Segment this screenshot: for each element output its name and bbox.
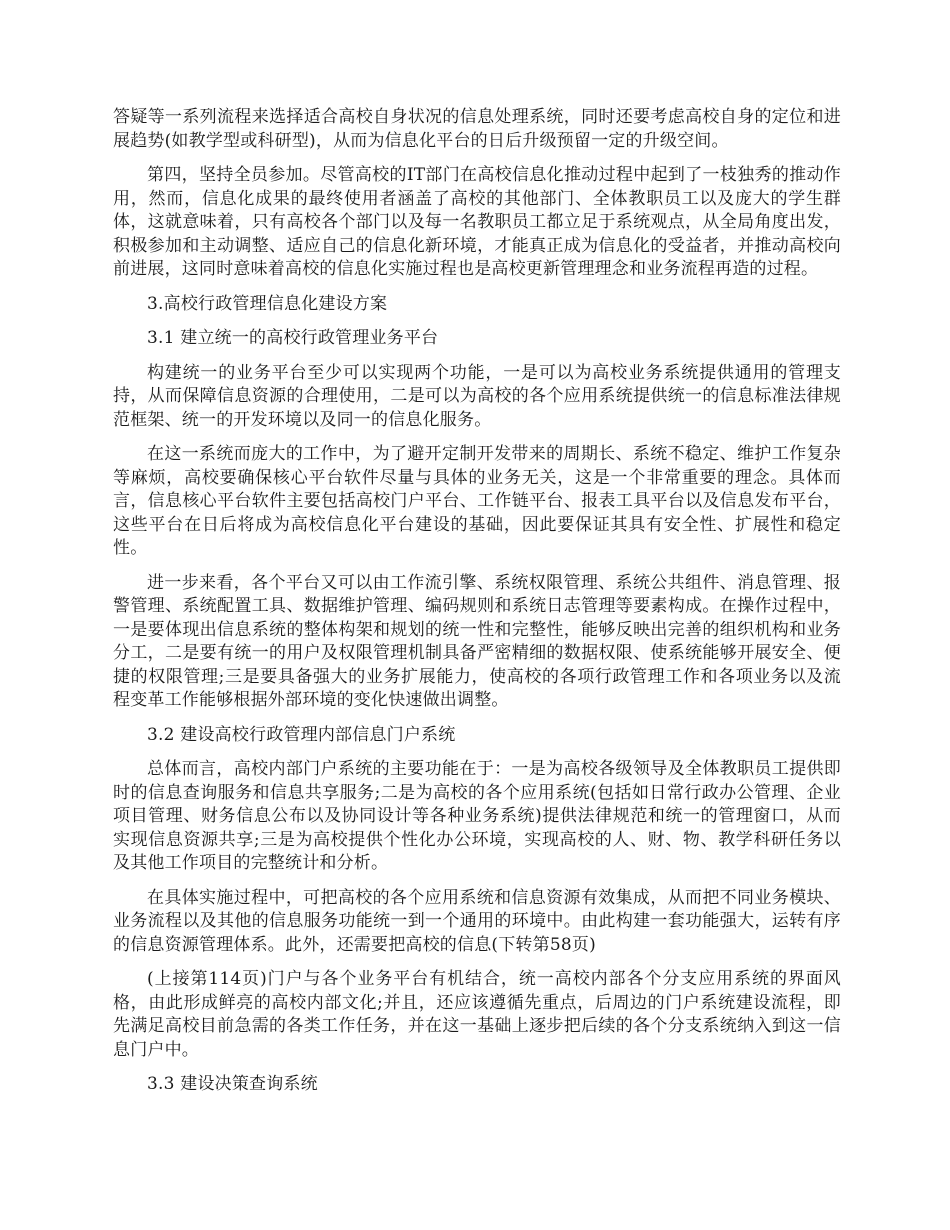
paragraph-platform-elements: 进一步来看，各个平台又可以由工作流引擎、系统权限管理、系统公共组件、消息管理、报警管理、系统配置工具、数据维护管理、编码规则和系统日志管理等要素构成。在操作过程中，一是要体现出信息系统的整体构架和规划的统一性和完整性，能够反映出完善的组织机构和业务分工，二是要有统一的用户及权限管理机制具备严密精细的数据权限、使系统能够开展安全、便捷的权限管理;三是要具备强大的业务扩展能力，使高校的各项行政管理工作和各项业务以及流程变革工作能够根据外部环境的变化快速做出调整。	[113, 572, 841, 710]
paragraph-implementation: 在具体实施过程中，可把高校的各个应用系统和信息资源有效集成，从而把不同业务模块、业务流程以及其他的信息服务功能统一到一个通用的环境中。由此构建一套功能强大，运转有序的信息资源管理体系。此外，还需要把高校的信息(下转第58页)	[113, 887, 841, 955]
paragraph-continuation: 答疑等一系列流程来选择适合高校自身状况的信息处理系统，同时还要考虑高校自身的定位和进展趋势(如教学型或科研型)，从而为信息化平台的日后升级预留一定的升级空间。	[113, 107, 841, 151]
paragraph-full-participation: 第四，坚持全员参加。尽管高校的IT部门在高校信息化推动过程中起到了一枝独秀的推动作用，然而，信息化成果的最终使用者涵盖了高校的其他部门、全体教职员工以及庞大的学生群体，这就意味着，只有高校各个部门以及每一名教职员工都立足于系统观点，从全局角度出发，积极参加和主动调整、适应自己的信息化新环境，才能真正成为信息化的受益者，并推动高校向前进展，这同时意味着高校的信息化实施过程也是高校更新管理理念和业务流程再造的过程。	[113, 165, 841, 279]
section-heading-3: 3.高校行政管理信息化建设方案	[147, 293, 388, 314]
document-body	[113, 106, 841, 1108]
section-heading-3-1: 3.1 建立统一的高校行政管理业务平台	[147, 328, 439, 348]
section-heading-3-3: 3.3 建设决策查询系统	[147, 1074, 318, 1094]
paragraph-portal-integration: (上接第114页)门户与各个业务平台有机结合，统一高校内部各个分支应用系统的界面风格，由此形成鲜亮的高校内部文化;并且，还应该遵循先重点，后周边的门户系统建设流程，即先满足高校目前急需的各类工作任务，并在这一基础上逐步把后续的各个分支系统纳入到这一信息门户中。	[113, 969, 841, 1060]
section-heading-3-2: 3.2 建设高校行政管理内部信息门户系统	[147, 724, 456, 745]
paragraph-portal-functions: 总体而言，高校内部门户系统的主要功能在于：一是为高校各级领导及全体教职员工提供即时的信息查询服务和信息共享服务;二是为高校的各个应用系统(包括如日常行政办公管理、企业项目管理、财务信息公布以及协同设计等各种业务系统)提供法律规范和统一的管理窗口，从而实现信息资源共享;三是为高校提供个性化办公环境，实现高校的人、财、物、教学科研任务以及其他工作项目的完整统计和分析。	[113, 759, 841, 873]
paragraph-core-platform: 在这一系统而庞大的工作中，为了避开定制开发带来的周期长、系统不稳定、维护工作复杂等麻烦，高校要确保核心平台软件尽量与具体的业务无关，这是一个非常重要的理念。具体而言，信息核心平台软件主要包括高校门户平台、工作链平台、报表工具平台以及信息发布平台，这些平台在日后将成为高校信息化平台建设的基础，因此要保证其具有安全性、扩展性和稳定性。	[113, 444, 841, 558]
paragraph-platform-functions: 构建统一的业务平台至少可以实现两个功能，一是可以为高校业务系统提供通用的管理支持，从而保障信息资源的合理使用，二是可以为高校的各个应用系统提供统一的信息标准法律规范框架、统一的开发环境以及同一的信息化服务。	[113, 362, 841, 430]
